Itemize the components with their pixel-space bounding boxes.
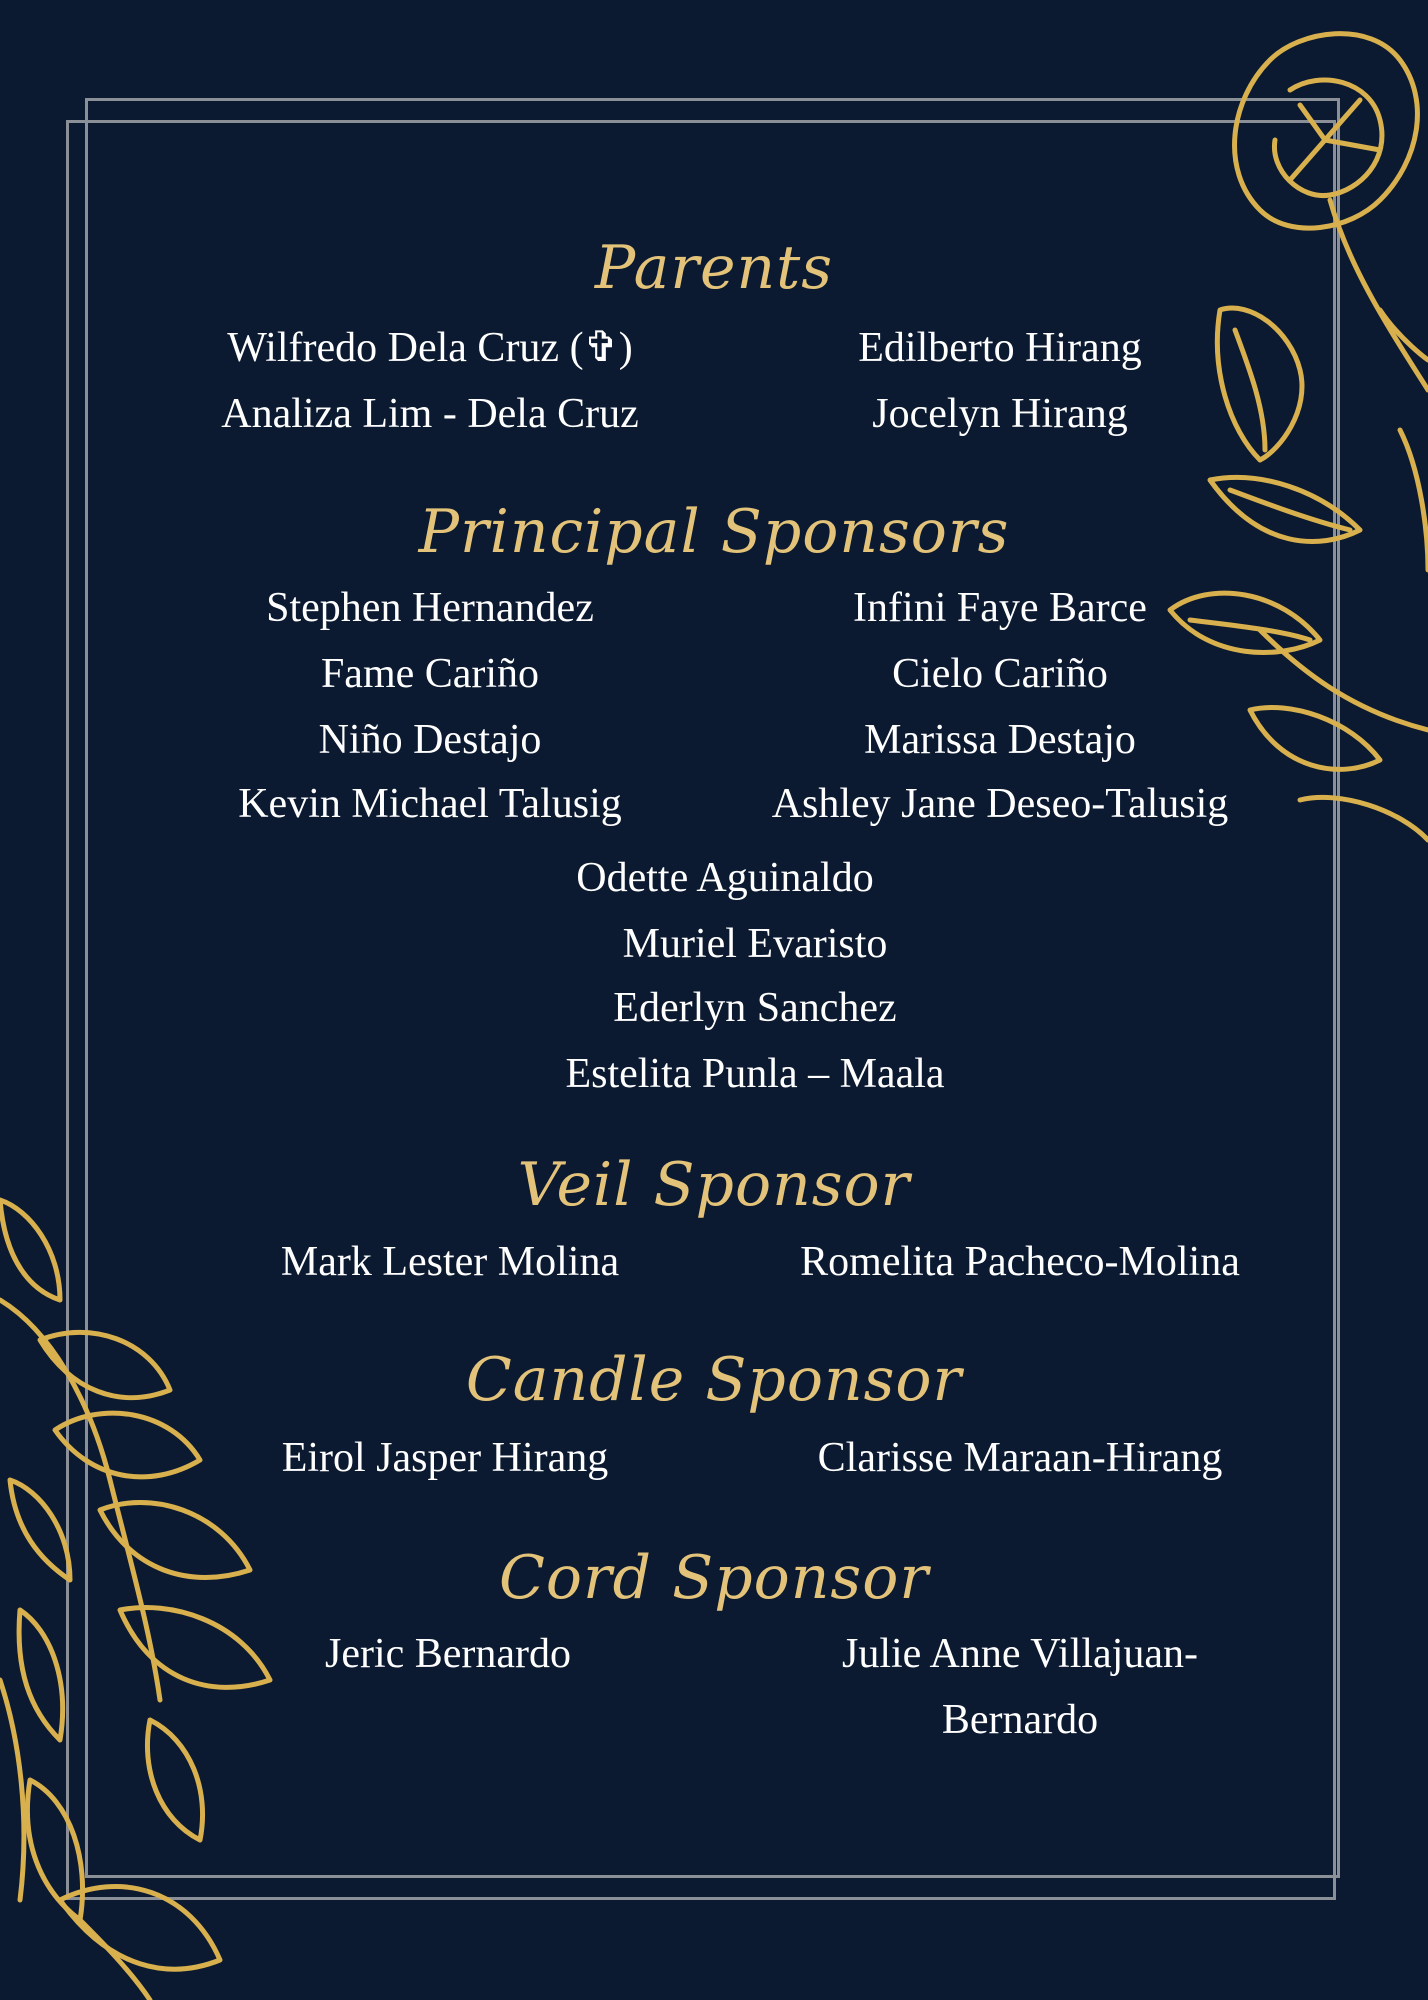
veil-right-name: Romelita Pacheco-Molina bbox=[800, 1239, 1240, 1285]
principal-sponsors-heading: Principal Sponsors bbox=[418, 497, 1010, 567]
parents-heading: Parents bbox=[594, 233, 834, 303]
veil-left-name: Mark Lester Molina bbox=[280, 1239, 620, 1285]
cord-right-name-2: Bernardo bbox=[941, 1697, 1099, 1743]
principal-left-name-4: Kevin Michael Talusig bbox=[238, 781, 622, 827]
candle-left-name: Eirol Jasper Hirang bbox=[281, 1435, 609, 1481]
principal-right-name-2: Cielo Cariño bbox=[892, 651, 1108, 697]
parents-right-name-1: Edilberto Hirang bbox=[858, 325, 1142, 371]
principal-center-name-1: Odette Aguinaldo bbox=[576, 855, 874, 901]
candle-right-name: Clarisse Maraan-Hirang bbox=[817, 1435, 1223, 1481]
cord-left-name: Jeric Bernardo bbox=[324, 1631, 572, 1677]
principal-left-name-1: Stephen Hernandez bbox=[266, 585, 594, 631]
principal-center-name-4: Estelita Punla – Maala bbox=[565, 1051, 945, 1097]
parents-left-name-2: Analiza Lim - Dela Cruz bbox=[221, 391, 639, 437]
parents-right-name-2: Jocelyn Hirang bbox=[872, 391, 1128, 437]
principal-center-name-2: Muriel Evaristo bbox=[622, 921, 888, 967]
principal-right-name-1: Infini Faye Barce bbox=[853, 585, 1147, 631]
candle-sponsor-heading: Candle Sponsor bbox=[465, 1345, 963, 1415]
cord-sponsor-heading: Cord Sponsor bbox=[498, 1543, 930, 1613]
cord-right-name-1: Julie Anne Villajuan- bbox=[842, 1631, 1198, 1677]
principal-right-name-3: Marissa Destajo bbox=[864, 717, 1136, 763]
principal-right-name-4: Ashley Jane Deseo-Talusig bbox=[771, 781, 1229, 827]
principal-center-name-3: Ederlyn Sanchez bbox=[613, 985, 897, 1031]
principal-left-name-3: Niño Destajo bbox=[318, 717, 542, 763]
principal-left-name-2: Fame Cariño bbox=[320, 651, 540, 697]
parents-left-name-1: Wilfredo Dela Cruz (✞) bbox=[227, 325, 633, 371]
veil-sponsor-heading: Veil Sponsor bbox=[517, 1150, 911, 1220]
